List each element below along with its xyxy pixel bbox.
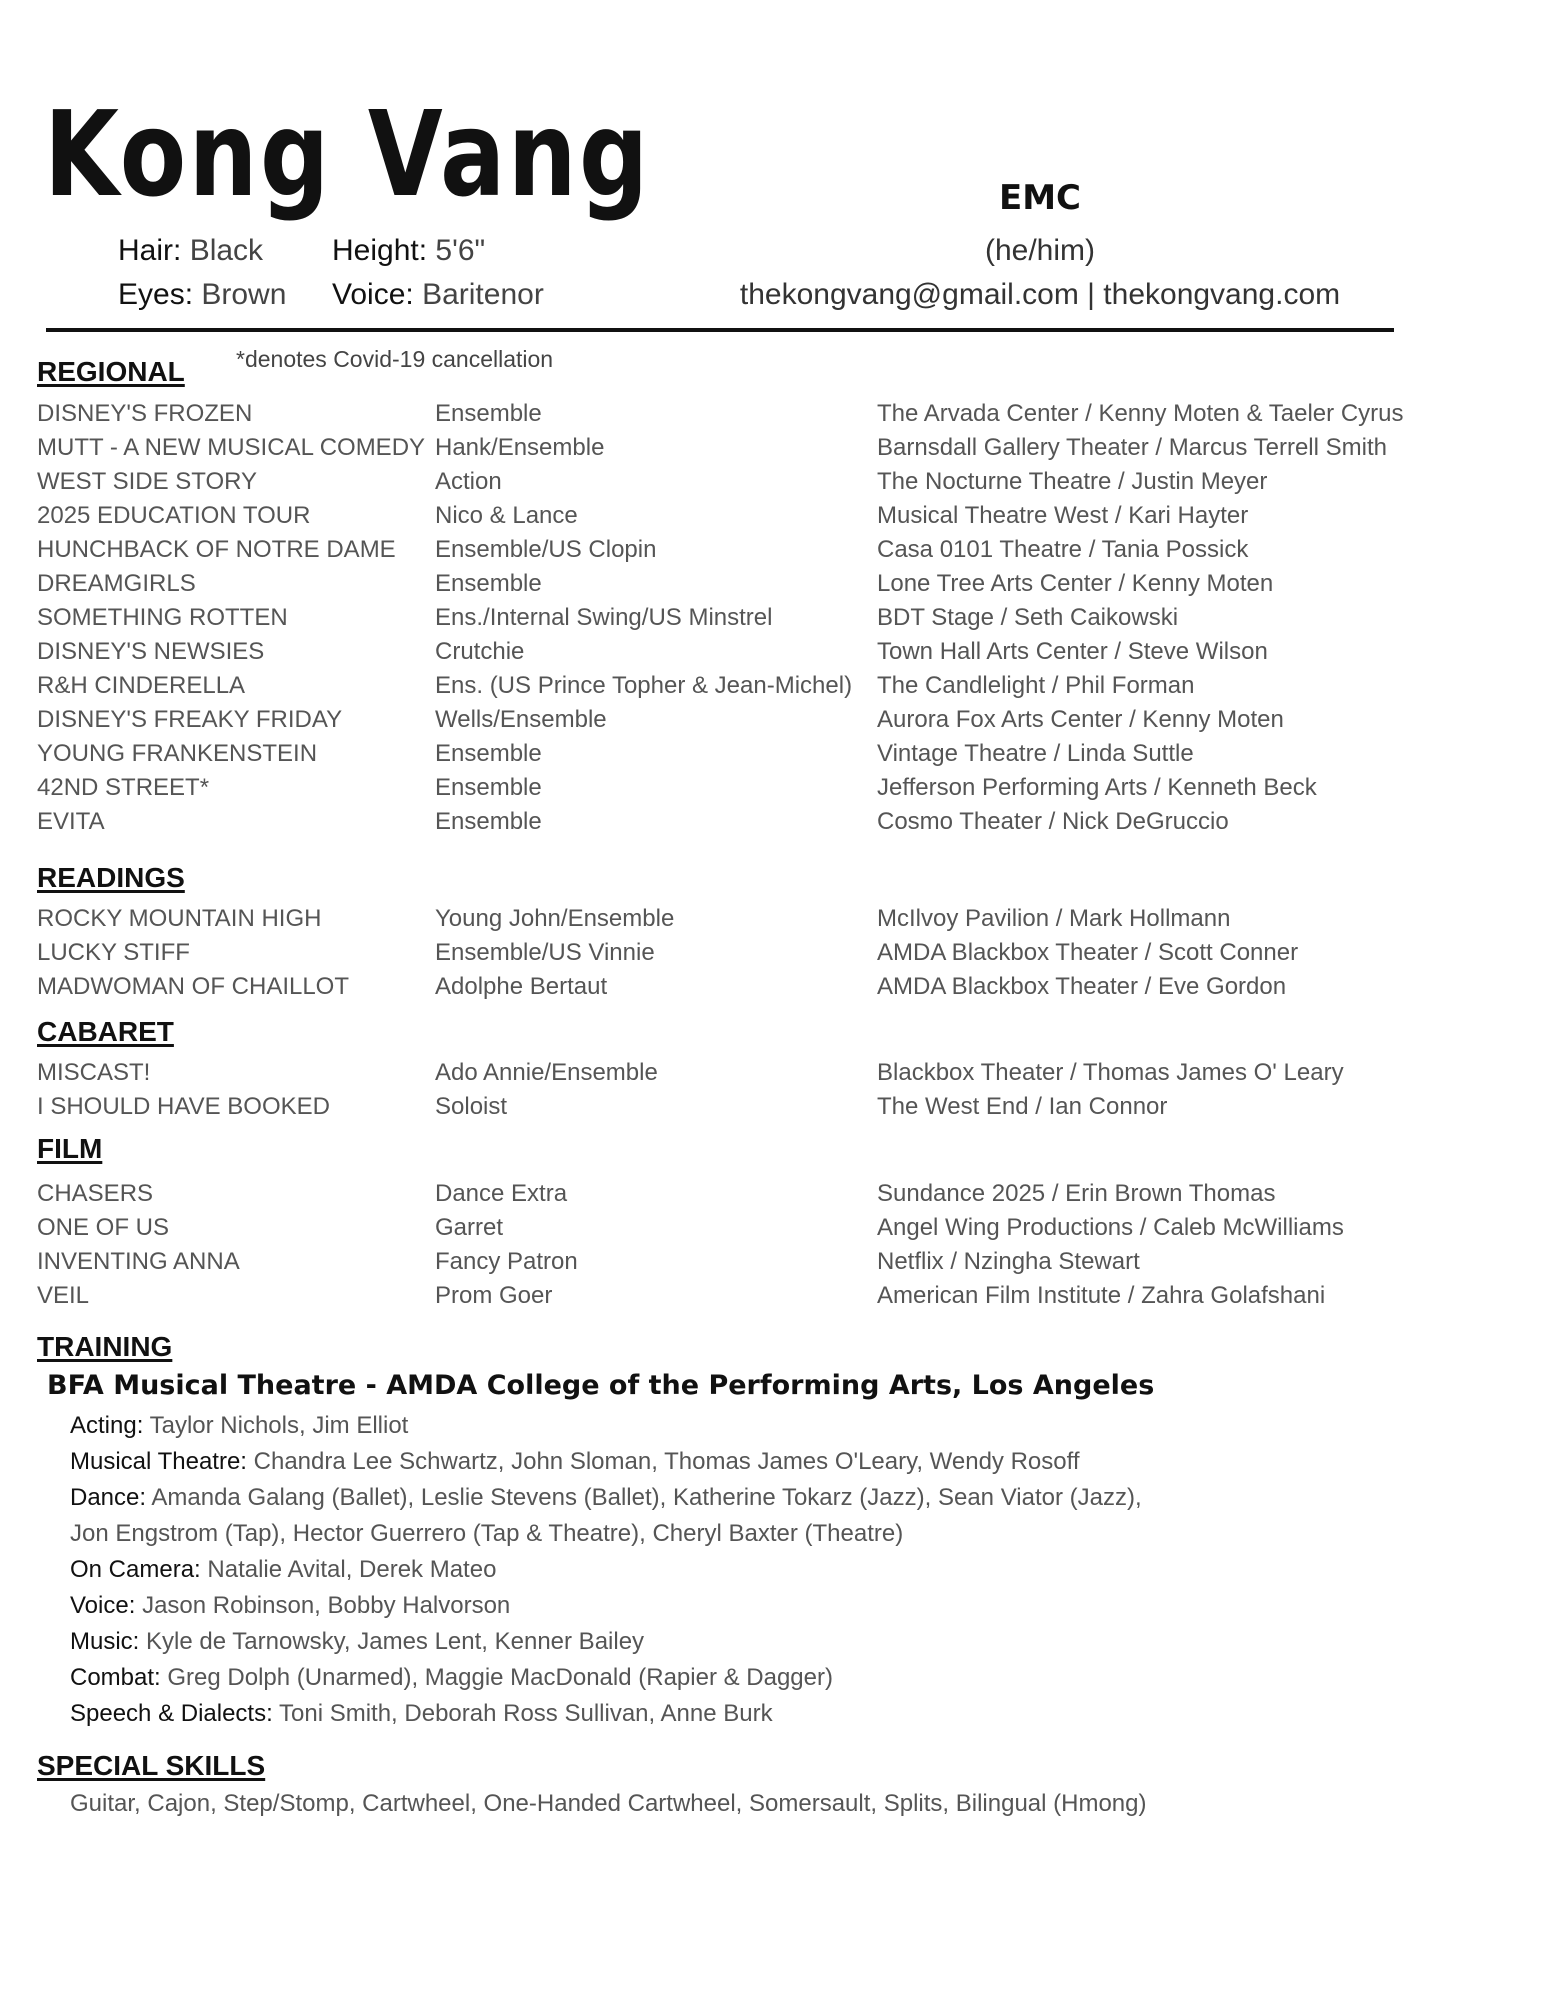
hair-value: Black <box>189 234 264 267</box>
credit-role: Nico & Lance <box>435 502 578 529</box>
credit-role: Ensemble <box>435 774 542 801</box>
credit-row <box>37 740 1437 774</box>
credit-title: 2025 EDUCATION TOUR <box>37 502 311 529</box>
credit-row <box>37 808 1437 842</box>
voice-value: Baritenor <box>422 278 544 311</box>
header-divider <box>46 328 1394 332</box>
training-label: Music: <box>70 1628 140 1655</box>
credit-row <box>37 604 1437 638</box>
training-line <box>70 1448 1080 1476</box>
credit-row <box>37 774 1437 808</box>
training-line <box>70 1412 408 1440</box>
credit-row <box>37 1093 1437 1127</box>
credit-title: EVITA <box>37 808 105 835</box>
credit-row <box>37 434 1437 468</box>
credit-row <box>37 706 1437 740</box>
training-line <box>70 1484 1142 1512</box>
credit-row <box>37 973 1437 1007</box>
film-heading: FILM <box>37 1133 103 1164</box>
actor-name: Kong Vang <box>44 85 651 223</box>
training-label: Voice: <box>70 1592 136 1619</box>
credit-venue-director: The Arvada Center / Kenny Moten & Taeler Cyrus <box>877 400 1404 427</box>
credit-role: Fancy Patron <box>435 1248 578 1275</box>
credit-title: INVENTING ANNA <box>37 1248 240 1275</box>
special-skills-heading: SPECIAL SKILLS <box>37 1750 266 1781</box>
training-teachers: Greg Dolph (Unarmed), Maggie MacDonald (Rapier & Dagger) <box>167 1664 833 1691</box>
film-credits <box>37 1180 1437 1316</box>
credit-row <box>37 468 1437 502</box>
credit-role: Prom Goer <box>435 1282 553 1309</box>
credit-row <box>37 1282 1437 1316</box>
credit-role: Dance Extra <box>435 1180 568 1207</box>
credit-venue-director: Musical Theatre West / Kari Hayter <box>877 502 1249 529</box>
training-line <box>70 1592 510 1620</box>
credit-role: Garret <box>435 1214 504 1241</box>
credit-venue-director: BDT Stage / Seth Caikowski <box>877 604 1179 631</box>
credit-row <box>37 1248 1437 1282</box>
credit-venue-director: Casa 0101 Theatre / Tania Possick <box>877 536 1249 563</box>
training-line <box>70 1520 903 1548</box>
credit-role: Crutchie <box>435 638 525 665</box>
credit-venue-director: Vintage Theatre / Linda Suttle <box>877 740 1194 767</box>
credit-venue-director: Lone Tree Arts Center / Kenny Moten <box>877 570 1274 597</box>
credit-role: Ensemble/US Clopin <box>435 536 657 563</box>
training-teachers: Kyle de Tarnowsky, James Lent, Kenner Bailey <box>146 1628 645 1655</box>
credit-role: Ensemble <box>435 740 542 767</box>
credit-role: Soloist <box>435 1093 508 1120</box>
credit-role: Hank/Ensemble <box>435 434 605 461</box>
special-skills-text: Guitar, Cajon, Step/Stomp, Cartwheel, One-Handed Cartwheel, Somersault, Splits, Bilingual (Hmong) <box>70 1790 1147 1817</box>
regional-credits <box>37 400 1437 842</box>
credit-row <box>37 502 1437 536</box>
training-label: Combat: <box>70 1664 161 1691</box>
credit-role: Ado Annie/Ensemble <box>435 1059 658 1086</box>
credit-venue-director: Jefferson Performing Arts / Kenneth Beck <box>877 774 1317 801</box>
training-line <box>70 1700 773 1728</box>
height-stat <box>332 234 485 268</box>
credit-title: MISCAST! <box>37 1059 151 1086</box>
credit-row <box>37 1059 1437 1093</box>
credit-title: ROCKY MOUNTAIN HIGH <box>37 905 322 932</box>
credit-row <box>37 638 1437 672</box>
credit-role: Action <box>435 468 502 495</box>
credit-title: I SHOULD HAVE BOOKED <box>37 1093 330 1120</box>
credit-title: MADWOMAN OF CHAILLOT <box>37 973 350 1000</box>
hair-stat <box>118 234 263 268</box>
credit-row <box>37 536 1437 570</box>
credit-title: DREAMGIRLS <box>37 570 196 597</box>
credit-venue-director: AMDA Blackbox Theater / Eve Gordon <box>877 973 1287 1000</box>
credit-title: DISNEY'S FROZEN <box>37 400 253 427</box>
credit-title: YOUNG FRANKENSTEIN <box>37 740 318 767</box>
hair-label: Hair: <box>118 234 182 267</box>
credit-venue-director: Town Hall Arts Center / Steve Wilson <box>877 638 1268 665</box>
cabaret-heading: CABARET <box>37 1016 174 1047</box>
training-teachers: Toni Smith, Deborah Ross Sullivan, Anne Burk <box>279 1700 773 1727</box>
credit-role: Ensemble <box>435 808 542 835</box>
credit-venue-director: AMDA Blackbox Theater / Scott Conner <box>877 939 1299 966</box>
credit-role: Ensemble/US Vinnie <box>435 939 655 966</box>
credit-venue-director: The Nocturne Theatre / Justin Meyer <box>877 468 1268 495</box>
credit-venue-director: Cosmo Theater / Nick DeGruccio <box>877 808 1229 835</box>
credit-venue-director: Barnsdall Gallery Theater / Marcus Terrell Smith <box>877 434 1387 461</box>
contact-info: thekongvang@gmail.com | thekongvang.com <box>739 278 1341 311</box>
credit-row <box>37 905 1437 939</box>
training-line <box>70 1556 496 1584</box>
pronouns: (he/him) <box>984 234 1096 267</box>
credit-row <box>37 672 1437 706</box>
credit-venue-director: The West End / Ian Connor <box>877 1093 1168 1120</box>
credit-venue-director: Sundance 2025 / Erin Brown Thomas <box>877 1180 1276 1207</box>
credit-title: HUNCHBACK OF NOTRE DAME <box>37 536 396 563</box>
credit-role: Ensemble <box>435 570 542 597</box>
credit-title: MUTT - A NEW MUSICAL COMEDY <box>37 434 426 461</box>
credit-role: Young John/Ensemble <box>435 905 675 932</box>
union-status: EMC <box>998 178 1081 218</box>
credit-title: DISNEY'S NEWSIES <box>37 638 265 665</box>
readings-heading: READINGS <box>37 862 185 893</box>
training-teachers: Jason Robinson, Bobby Halvorson <box>142 1592 511 1619</box>
eyes-label: Eyes: <box>118 278 194 311</box>
credit-title: LUCKY STIFF <box>37 939 190 966</box>
credit-role: Adolphe Bertaut <box>435 973 608 1000</box>
credit-title: 42ND STREET* <box>37 774 210 801</box>
credit-venue-director: Netflix / Nzingha Stewart <box>877 1248 1140 1275</box>
credit-venue-director: Blackbox Theater / Thomas James O' Leary <box>877 1059 1344 1086</box>
credit-row <box>37 939 1437 973</box>
readings-credits <box>37 905 1437 1007</box>
credit-row <box>37 570 1437 604</box>
cabaret-credits <box>37 1059 1437 1127</box>
credit-row <box>37 400 1437 434</box>
credit-title: WEST SIDE STORY <box>37 468 258 495</box>
credit-title: CHASERS <box>37 1180 154 1207</box>
training-line <box>70 1664 833 1692</box>
training-teachers: Amanda Galang (Ballet), Leslie Stevens (Ballet), Katherine Tokarz (Jazz), Sean Viator (Jazz), <box>151 1484 1142 1511</box>
height-label: Height: <box>332 234 428 267</box>
credit-title: DISNEY'S FREAKY FRIDAY <box>37 706 343 733</box>
height-value: 5'6" <box>435 234 486 267</box>
credit-role: Ens./Internal Swing/US Minstrel <box>435 604 773 631</box>
training-label: Dance: <box>70 1484 147 1511</box>
degree-line: BFA Musical Theatre - AMDA College of the Performing Arts, Los Angeles <box>47 1370 1155 1401</box>
regional-heading: REGIONAL <box>37 356 185 387</box>
training-teachers: Taylor Nichols, Jim Elliot <box>149 1412 409 1439</box>
credit-title: ONE OF US <box>37 1214 170 1241</box>
voice-stat <box>332 278 544 312</box>
training-teachers: Natalie Avital, Derek Mateo <box>207 1556 497 1583</box>
credit-venue-director: McIlvoy Pavilion / Mark Hollmann <box>877 905 1231 932</box>
credit-venue-director: Angel Wing Productions / Caleb McWilliams <box>877 1214 1344 1241</box>
voice-label: Voice: <box>332 278 414 311</box>
training-label: Acting: <box>70 1412 144 1439</box>
training-teachers: Chandra Lee Schwartz, John Sloman, Thomas James O'Leary, Wendy Rosoff <box>253 1448 1080 1475</box>
credit-role: Ens. (US Prince Topher & Jean-Michel) <box>435 672 853 699</box>
cancellation-note: *denotes Covid-19 cancellation <box>236 346 554 372</box>
credit-row <box>37 1180 1437 1214</box>
credit-role: Wells/Ensemble <box>435 706 607 733</box>
eyes-stat <box>118 278 286 312</box>
eyes-value: Brown <box>201 278 287 311</box>
credit-title: VEIL <box>37 1282 90 1309</box>
credit-venue-director: The Candlelight / Phil Forman <box>877 672 1195 699</box>
credit-venue-director: Aurora Fox Arts Center / Kenny Moten <box>877 706 1284 733</box>
training-label: On Camera: <box>70 1556 201 1583</box>
credit-venue-director: American Film Institute / Zahra Golafshani <box>877 1282 1326 1309</box>
training-label: Speech & Dialects: <box>70 1700 273 1727</box>
training-heading: TRAINING <box>37 1331 173 1362</box>
credit-title: SOMETHING ROTTEN <box>37 604 288 631</box>
credit-row <box>37 1214 1437 1248</box>
training-teachers: Jon Engstrom (Tap), Hector Guerrero (Tap & Theatre), Cheryl Baxter (Theatre) <box>70 1520 904 1547</box>
credit-title: R&H CINDERELLA <box>37 672 246 699</box>
credit-role: Ensemble <box>435 400 542 427</box>
training-line <box>70 1628 644 1656</box>
training-label: Musical Theatre: <box>70 1448 247 1475</box>
